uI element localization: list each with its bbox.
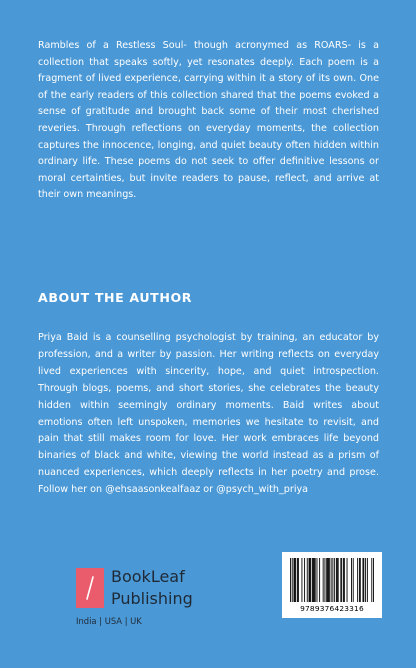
barcode-bar: [313, 558, 314, 602]
barcode-bar: [343, 558, 344, 602]
barcode-bar: [309, 558, 310, 602]
barcode-bar: [298, 558, 299, 602]
slash-icon: [76, 568, 104, 608]
barcode-bar: [323, 558, 324, 602]
barcode-bar: [337, 558, 338, 602]
isbn-barcode: [282, 552, 382, 618]
barcode-bar: [363, 558, 364, 602]
barcode-bar: [294, 558, 295, 602]
publisher-name-line1: BookLeaf: [111, 567, 185, 586]
barcode-bar: [319, 558, 320, 602]
publisher-name-line2: Publishing: [111, 589, 193, 608]
author-bio: Priya Baid is a counselling psychologist by training, an educator by profession, and a writer by passion. Her writing reflects on everyday lived experiences with sincerity, hope, and quiet introspection. Through blogs, poems, and short stories, she celebrates the beauty hidden within seemingly ordinary moments. Baid writes about emotions often left unspoken, memories we hesitate to revisit, and pain that still makes room for love. Her work embraces life beyond binaries of black and white, viewing the world instead as a prism of nuanced experiences, which deeply reflects in her poetry and prose. Follow her on @ehsaasonkealfaaz or @psych_with_priya: [38, 332, 379, 496]
barcode-bar: [326, 558, 327, 602]
barcode-bar: [334, 558, 335, 602]
barcode-bar: [324, 558, 325, 602]
barcode-bar: [310, 558, 311, 602]
publisher-regions: India | USA | UK: [76, 616, 142, 626]
barcode-bar: [351, 558, 352, 602]
barcode-bar: [365, 558, 366, 602]
barcode-bar: [317, 558, 318, 602]
barcode-bar: [297, 558, 298, 602]
barcode-bar: [357, 558, 358, 602]
barcode-bar: [347, 558, 348, 602]
barcode-bar: [312, 558, 313, 602]
barcode-bar: [336, 558, 337, 602]
barcode-icon: [290, 558, 374, 602]
bookleaf-slash-logo-icon: [76, 568, 104, 608]
barcode-bar: [331, 558, 332, 602]
publisher-logo: [76, 564, 196, 634]
barcode-bar: [315, 558, 316, 602]
barcode-bar: [371, 558, 372, 602]
barcode-bar: [373, 558, 374, 602]
barcode-bar: [363, 558, 364, 602]
barcode-bar: [344, 558, 345, 602]
barcode-bar: [353, 558, 354, 602]
barcode-bar: [292, 558, 293, 602]
barcode-bar: [328, 558, 329, 602]
barcode-bar: [338, 558, 339, 602]
barcode-bar: [360, 558, 361, 602]
barcode-bar: [329, 558, 330, 602]
about-author-heading: ABOUT THE AUTHOR: [38, 290, 193, 305]
isbn-number: 9789376423316: [300, 604, 364, 613]
barcode-bar: [307, 558, 308, 602]
barcode-bar: [295, 558, 296, 602]
book-blurb: Rambles of a Restless Soul- though acronymed as ROARS- is a collection that speaks softly, yet resonates deeply. Each poem is a fragment of lived experience, carrying within it a story of its own. One of the early readers of this collection shared that the poems evoked a sense of gratitude and brought back some of their most cherished reveries. Through reflections on everyday moments, the collection captures the innocence, longing, and quiet beauty often hidden within ordinary life. These poems do not seek to offer definitive lessons or moral certainties, but invite readers to pause, reflect, and arrive at their own meanings.: [38, 40, 379, 201]
barcode-bar: [359, 558, 360, 602]
barcode-bar: [367, 558, 368, 602]
barcode-bar: [314, 558, 315, 602]
barcode-bar: [294, 558, 295, 602]
barcode-bar: [304, 558, 305, 602]
barcode-bar: [340, 558, 341, 602]
barcode-bar: [309, 558, 310, 602]
barcode-bar: [301, 558, 302, 602]
barcode-bar: [327, 558, 328, 602]
barcode-bar: [341, 558, 342, 602]
barcode-bar: [290, 558, 291, 602]
barcode-bar: [332, 558, 333, 602]
